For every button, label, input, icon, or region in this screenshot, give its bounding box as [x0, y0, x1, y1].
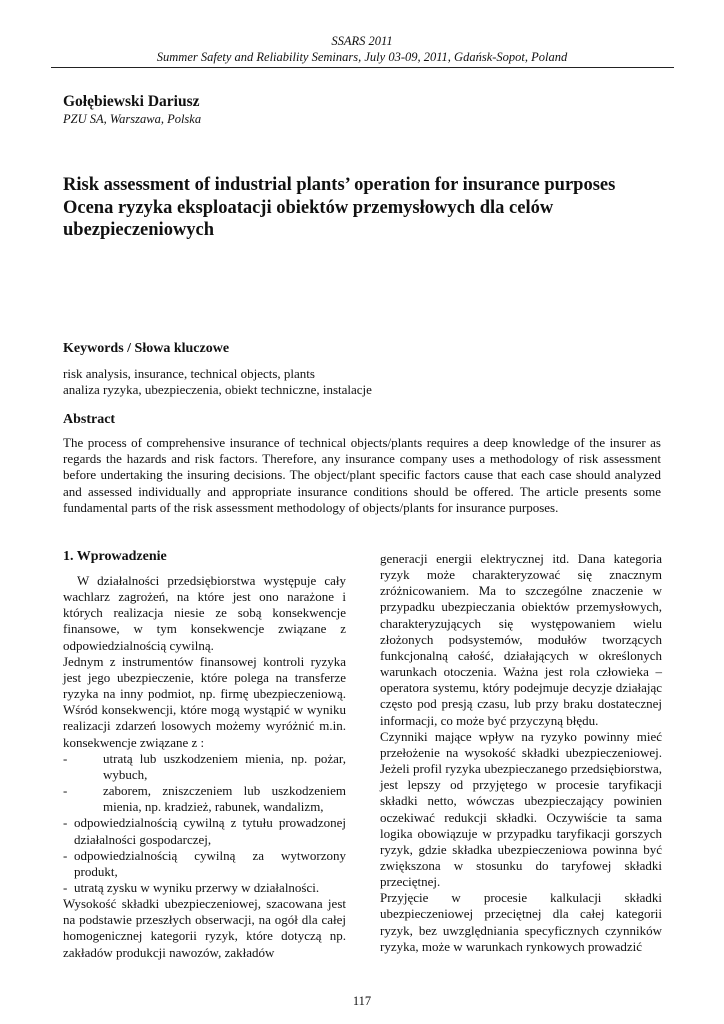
paper-title	[63, 174, 683, 242]
list-item-text: utratą zysku w wyniku przerwy w działalności.	[74, 879, 320, 895]
paragraph: generacji energii elektrycznej itd. Dana kategoria ryzyk może charakteryzować się znacznym zróżnicowaniem. Ma to szczególne znaczenie w przypadku ubezpieczania obiektów przemysłowych, charakteryzujących się występowaniem wielu złożonych podsystemów, modułów tworzących funkcjonalną całość, działających w określonych warunkach otoczenia. Ważna jest rola człowieka – operatora systemu, który podejmuje decyzje działając często pod presją czasu, lub przy braku dostatecznej informacji, co może być przyczyną błędu.	[380, 551, 662, 728]
abstract-heading: Abstract	[63, 412, 116, 427]
author-affiliation: PZU SA, Warszawa, Polska	[63, 112, 202, 126]
keywords-polish: analiza ryzyka, ubezpieczenia, obiekt techniczne, instalacje	[63, 382, 372, 397]
right-column	[380, 551, 662, 955]
list-item	[63, 815, 346, 847]
dash-marker: -	[63, 783, 68, 799]
header-divider	[51, 67, 674, 68]
keywords-english: risk analysis, insurance, technical objects, plants	[63, 366, 315, 381]
page-number: 117	[352, 994, 372, 1008]
dash-marker: -	[63, 879, 68, 895]
paragraph: Przyjęcie w procesie kalkulacji składki ubezpieczeniowej przeciętnej dla całej kategorii ryzyk, bez uwzględniania specyficznych czynników ryzyka, może w warunkach rynkowych prowadzić	[380, 890, 662, 954]
list-item	[63, 751, 346, 783]
keywords-heading: Keywords / Słowa kluczowe	[63, 341, 230, 356]
list-item	[63, 783, 346, 815]
abstract-text: The process of comprehensive insurance of technical objects/plants requires a deep knowledge of the insurer as regards the hazards and risk factors. Therefore, any insurance company uses a methodology of risk assessment before undertaking the insuring decisions. The object/plant specific factors cause that each case should analyzed and assessed individually and appropriate insurance conditions should be offered. The article presents some fundamental parts of the risk assessment methodology of objects/plants for insurance purposes.	[63, 435, 661, 515]
title-line-polish-1: Ocena ryzyka eksploatacji obiektów przemysłowych dla celów	[63, 197, 554, 218]
list-item	[63, 880, 346, 896]
dash-marker: -	[63, 750, 68, 766]
dash-marker: -	[63, 847, 68, 863]
author-name: Gołębiewski Dariusz	[63, 93, 200, 110]
paragraph: Czynniki mające wpływ na ryzyko powinny mieć przełożenie na wysokość składki ubezpieczeniowej. Jeżeli profil ryzyka ubezpieczanego przedsiębiorstwa, jest lepszy od przyjętego w procesie taryfikacji składki netto, wówczas ubezpieczający powinien oczekiwać redukcji składki. Oczywiście ta sama logika obowiązuje w przypadku taryfikacji gorszych ryzyk, gdzie składka ubezpieczeniowa powinna być zwiększona w stosunku do taryfowej składki przeciętnej.	[380, 728, 662, 890]
conference-name: SSARS 2011	[331, 34, 393, 48]
title-line-polish-2: ubezpieczeniowych	[63, 220, 215, 240]
conference-subtitle: Summer Safety and Reliability Seminars, July 03-09, 2011, Gdańsk-Sopot, Poland	[156, 50, 568, 64]
title-line-english: Risk assessment of industrial plants’ operation for insurance purposes	[63, 175, 616, 195]
left-column	[63, 573, 346, 961]
paragraph: Jednym z instrumentów finansowej kontroli ryzyka jest jego ubezpieczenie, które polega na transferze ryzyka na inny podmiot, np. firmę ubezpieczeniową. Wśród konsekwencji, które mogą wystąpić w wyniku realizacji zdarzeń losowych możemy wyróżnić m.in. konsekwencje związane z :	[63, 653, 346, 750]
list-item-text: utratą lub uszkodzeniem mienia, np. pożar, wybuch,	[103, 750, 346, 782]
paragraph: Wysokość składki ubezpieczeniowej, szacowana jest na podstawie przeszłych obserwacji, na ogół dla całej homogenicznej kategorii ryzyk, które dotyczą np. zakładów produkcji nawozów, zakładów	[63, 896, 346, 960]
paragraph: W działalności przedsiębiorstwa występuje cały wachlarz zagrożeń, na które jest ono narażone i których realizacja niesie ze sobą konsekwencje finansowe, w tym konsekwencje związane z odpowiedzialnością cywilną.	[63, 573, 346, 653]
list-item-text: odpowiedzialnością cywilną za wytworzony produkt,	[74, 847, 346, 879]
list-item-text: odpowiedzialnością cywilną z tytułu prowadzonej działalności gospodarczej,	[74, 815, 346, 847]
section-heading: 1. Wprowadzenie	[63, 549, 167, 564]
list-item-text: zaborem, zniszczeniem lub uszkodzeniem mienia, np. kradzież, rabunek, wandalizm,	[103, 783, 346, 815]
dash-marker: -	[63, 815, 68, 831]
list-item	[63, 848, 346, 880]
